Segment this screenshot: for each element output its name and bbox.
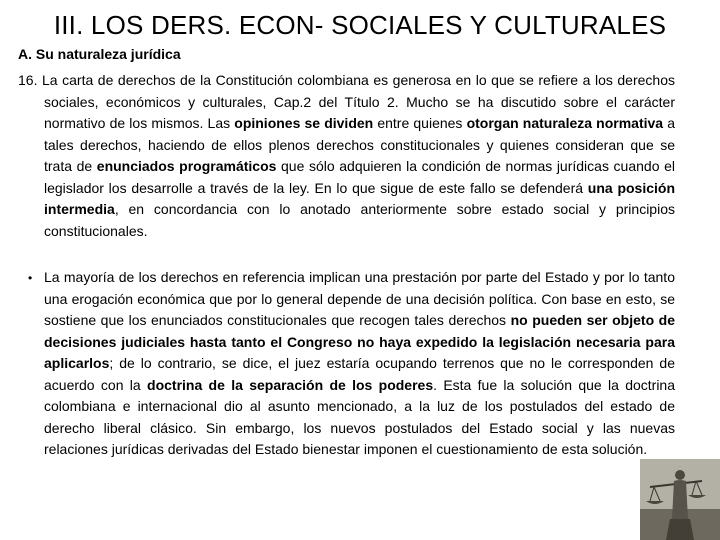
justice-statue-icon bbox=[640, 459, 720, 540]
justice-statue-image bbox=[640, 459, 720, 540]
bullet-paragraph bbox=[18, 267, 675, 461]
section-subtitle: A. Su naturaleza jurídica bbox=[18, 46, 181, 62]
p1-text-2: entre quienes bbox=[373, 115, 467, 131]
p1-bold-3: enunciados programáticos bbox=[96, 158, 277, 174]
p1-bold-4: una posición intermedia bbox=[44, 179, 676, 217]
p1-text-1: La carta de derechos de la Constitución colombiana es generosa en lo que se refiere a los derechos sociales, económicos y culturales, Cap.2 del Título 2. Mucho se ha discutido sobre el carácter normativo de los mismos. Las bbox=[42, 72, 675, 131]
p1-text-4: que sólo adquieren la condición de normas jurídicas cuando el legislador los desarrolle a través de la ley. En lo que sigue de este fallo se defenderá bbox=[44, 158, 675, 196]
p1-bold-2: otorgan naturaleza normativa bbox=[466, 115, 664, 131]
p2-text-1: La mayoría de los derechos en referencia implican una prestación por parte del Estado y por lo tanto una erogación económica que por lo general depende de una decisión política. Con base en esto, se sostiene que los enunciados constitucionales que recogen tales derechos bbox=[44, 269, 675, 328]
paragraph-number: 16. bbox=[18, 72, 38, 88]
paragraph-16 bbox=[18, 70, 675, 242]
p1-bold-1: opiniones se dividen bbox=[234, 115, 374, 131]
p1-text-3: a tales derechos, haciendo de ellos plenos derechos constitucionales y quienes consideran que se trata de bbox=[44, 115, 676, 174]
p2-text-2: ; de lo contrario, se dice, el juez estaría ocupando terrenos que no le corresponden de acuerdo con la bbox=[44, 355, 675, 393]
slide-title: III. LOS DERS. ECON- SOCIALES Y CULTURALES bbox=[53, 10, 667, 40]
p2-bold-1: no pueden ser objeto de decisiones judiciales hasta tanto el Congreso no haya expedido la legislación necesaria para aplicarlos bbox=[44, 312, 676, 371]
p2-bold-2: doctrina de la separación de los poderes bbox=[147, 376, 434, 393]
p1-text-5: , en concordancia con lo anotado anteriormente sobre estado social y principios constitucionales. bbox=[44, 201, 675, 239]
bullet-icon: • bbox=[28, 271, 33, 285]
p2-text-3: . Esta fue la solución que la doctrina colombiana e internacional dio al asunto mencionado, a la luz de los postulados del estado de derecho liberal clásico. Sin embargo, los nuevos postulados del Estado social y las nuevas relaciones jurídicas derivadas del Estado bienestar imponen el cuestionamiento de esta solución. bbox=[44, 376, 676, 457]
